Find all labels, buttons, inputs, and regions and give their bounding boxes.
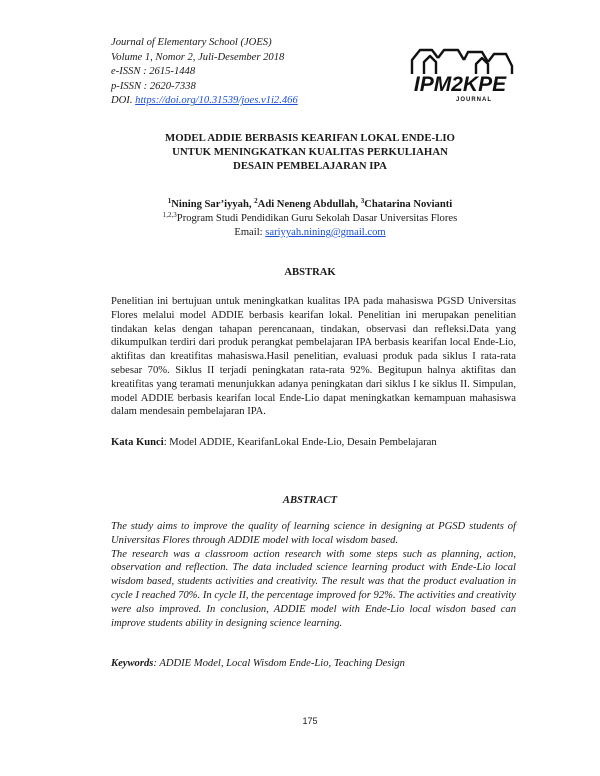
title-line: MODEL ADDIE BERBASIS KEARIFAN LOKAL ENDE-LIO [165, 132, 455, 144]
journal-volume: Volume 1, Nomor 2, Juli-Desember 2018 [111, 51, 285, 63]
doi-label: DOI. [111, 95, 133, 107]
journal-info [111, 36, 371, 109]
email-label: Email: [234, 227, 266, 238]
paper-title [100, 131, 520, 173]
abstrak-body: Penelitian ini bertujuan untuk meningkatkan kualitas IPA pada mahasiswa PGSD Universitas Flores melalui model ADDIE berbasis kearifan lokal. Penelitian ini merupakan penelitian tindakan kelas dengan tahapan perencanaan, tindakan, observasi dan refleksi.Data yang dikumpulkan terdiri dari produk perangkat pembelajaran IPA berbasis kearifan local Ende-Lio, aktifitas dan kreatifitas mahasiswa.Hasil penelitian, evaluasi produk pada siklus I rata-rata sebesar 70%. Siklus II terjadi peningkatan rata-rata 92%. Begitupun halnya aktifitas dan kreatifitas yang teramati menunjukkan adanya peningkatan dari siklus I ke siklus II. Simpulan, model ADDIE berbasis kearifan local Ende-Lio dapat meningkatkan kemampuan mahasiswa dalam mendesain pembelajaran IPA. [111, 296, 516, 418]
email-line [100, 226, 520, 240]
abstract-paragraph: The research was a classroom action research with some steps such as planning, action, observation and reflection. The data included science learning product with Ende-Lio local wisdom based, students activities and creativity. The result was that the product evaluation in cycle I reached 70%. In cycle II, the percentage improved for 92%. The activities and creativity were also improved. In conclusion, ADDIE model with Ende-Lio local wisdon based can improve students ability in designing science learning. [111, 548, 516, 629]
journal-doi [111, 94, 371, 109]
doi-link[interactable]: https://doi.org/10.31539/joes.v1i2.466 [135, 95, 298, 107]
keywords-label: Keywords [111, 658, 154, 669]
author-name: Nining Sar’iyyah, [171, 199, 252, 210]
affiliation-text: Program Studi Pendidikan Guru Sekolah Dasar Universitas Flores [176, 213, 458, 224]
kata-kunci-label: Kata Kunci [111, 437, 164, 448]
abstract-paragraph: The study aims to improve the quality of learning science in designing at PGSD students of Universitas Flores through ADDIE model with local wisdom based. [111, 521, 516, 546]
author-sup: 3 [360, 197, 365, 205]
title-line: UNTUK MENINGKATKAN KUALITAS PERKULIAHAN [172, 146, 448, 158]
journal-pissn: p-ISSN : 2620-7338 [111, 80, 196, 92]
logo-text: IPM2KPE [413, 73, 507, 96]
author-sup: 2 [254, 197, 258, 205]
affiliation [100, 212, 520, 226]
abstract-heading: ABSTRACT [282, 495, 338, 506]
journal-logo-icon [398, 44, 522, 104]
email-link[interactable]: sariyyah.nining@gmail.com [265, 227, 386, 238]
abstract-body [111, 520, 516, 630]
keywords-text: : ADDIE Model, Local Wisdom Ende-Lio, Teaching Design [153, 658, 405, 669]
journal-name: Journal of Elementary School (JOES) [111, 37, 272, 48]
abstrak-heading: ABSTRAK [284, 267, 336, 278]
journal-eissn: e-ISSN : 2615-1448 [111, 66, 196, 78]
author-name: Adi Neneng Abdullah, [257, 199, 359, 210]
keywords [111, 657, 516, 671]
affiliation-sup: 1,2,3 [162, 211, 177, 219]
author-sup: 1 [167, 197, 172, 205]
author-list [100, 198, 520, 212]
page-number: 175 [302, 716, 318, 726]
author-name: Chatarina Novianti [364, 199, 453, 210]
logo-subtext: JOURNAL [455, 97, 493, 103]
kata-kunci [111, 436, 516, 450]
kata-kunci-text: : Model ADDIE, KearifanLokal Ende-Lio, Desain Pembelajaran [163, 437, 437, 448]
title-line: DESAIN PEMBELAJARAN IPA [233, 160, 387, 172]
